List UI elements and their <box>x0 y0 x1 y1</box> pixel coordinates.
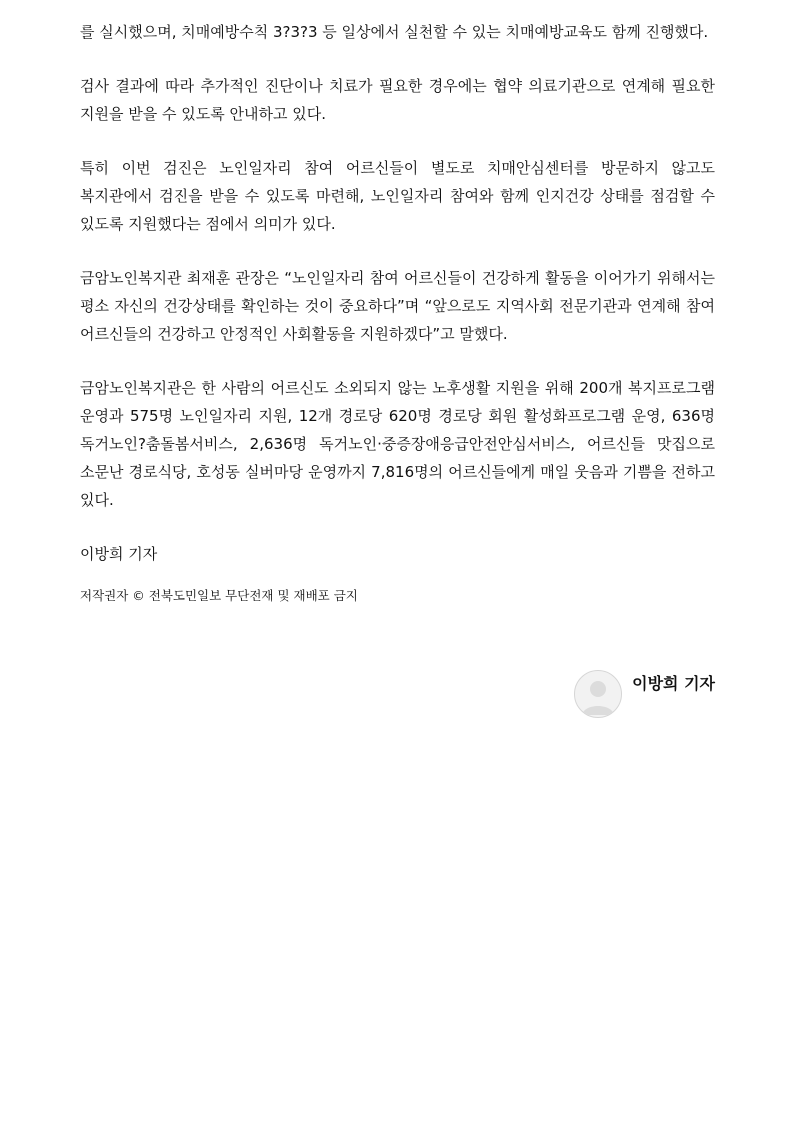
article-body <box>80 18 715 620</box>
article-byline: 이방희 기자 <box>80 545 158 563</box>
copyright-notice: 저작권자 © 전북도민일보 무단전재 및 재배포 금지 <box>80 588 358 603</box>
author-box[interactable] <box>574 670 715 718</box>
article-paragraph-3: 특히 이번 검진은 노인일자리 참여 어르신들이 별도로 치매안심센터를 방문하지 않고도 복지관에서 검진을 받을 수 있도록 마련해, 노인일자리 참여와 함께 인지건강 상태를 점검할 수 있도록 지원했다는 점에서 의미가 있다. <box>80 159 715 233</box>
user-avatar-icon[interactable] <box>574 670 622 718</box>
article-paragraph-1: 를 실시했으며, 치매예방수칙 3?3?3 등 일상에서 실천할 수 있는 치매예방교육도 함께 진행했다. <box>80 23 709 41</box>
avatar-silhouette-icon <box>575 671 621 717</box>
article-paragraph-2: 검사 결과에 따라 추가적인 진단이나 치료가 필요한 경우에는 협약 의료기관으로 연계해 필요한 지원을 받을 수 있도록 안내하고 있다. <box>80 77 715 123</box>
article-paragraph-5: 금암노인복지관은 한 사람의 어르신도 소외되지 않는 노후생활 지원을 위해 200개 복지프로그램 운영과 575명 노인일자리 지원, 12개 경로당 620명 경로당 회원 활성화프로그램 운영, 636명 독거노인?춤돌봄서비스, 2,636명 독거노인·중증장애응급안전안심서비스, 어르신들 맛집으로 소문난 경로식당, 호성동 실버마당 운영까지 7,816명의 어르신들에게 매일 웃음과 기쁨을 전하고 있다. <box>80 379 715 509</box>
author-name[interactable]: 이방희 기자 <box>632 674 715 693</box>
article-paragraph-4: 금암노인복지관 최재훈 관장은 “노인일자리 참여 어르신들이 건강하게 활동을 이어가기 위해서는 평소 자신의 건강상태를 확인하는 것이 중요하다”며 “앞으로도 지역사회 전문기관과 연계해 참여 어르신들의 건강하고 안정적인 사회활동을 지원하겠다”고 말했다. <box>80 269 715 343</box>
